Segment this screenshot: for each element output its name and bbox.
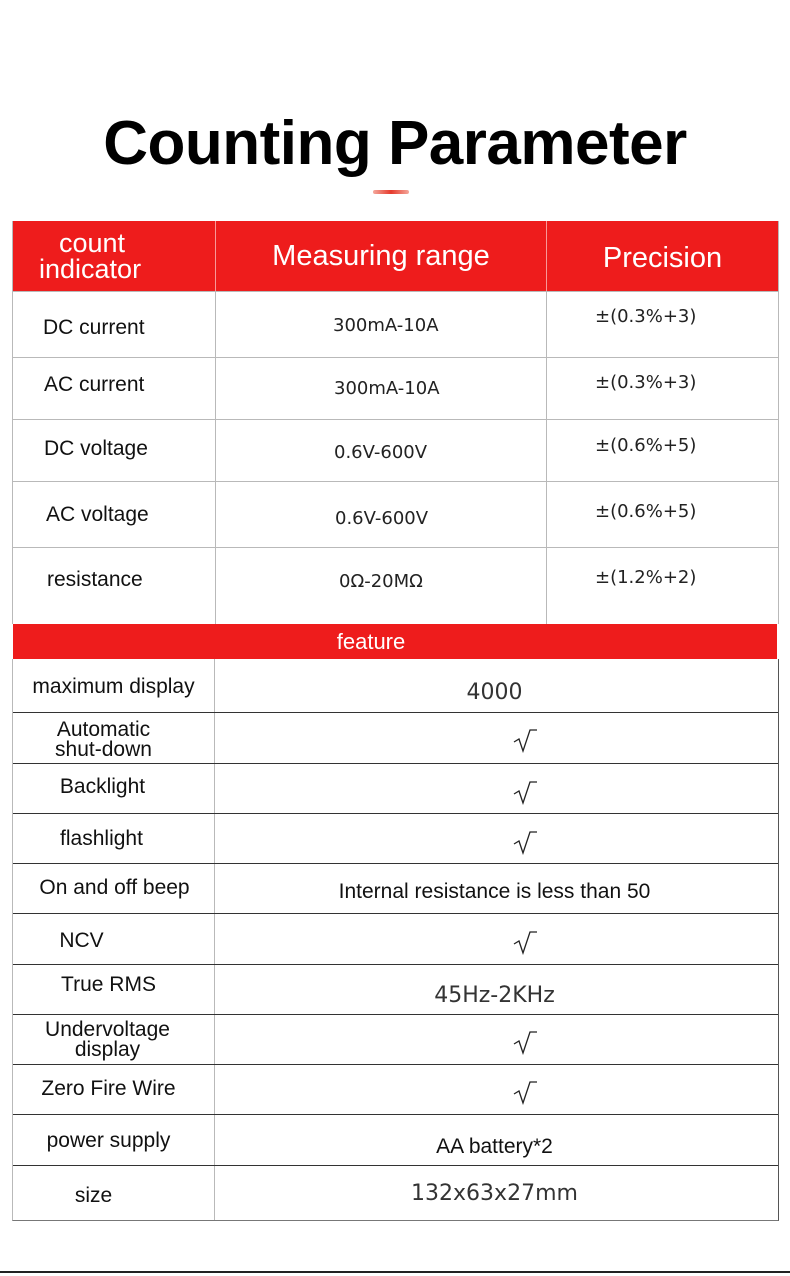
table-row <box>13 357 778 420</box>
feature-name-line1: Automatic <box>56 718 151 741</box>
feature-name: Zero Fire Wire <box>41 1077 176 1100</box>
feature-name: True RMS <box>61 973 156 996</box>
feature-name <box>7 1020 208 1060</box>
checkmark-icon <box>512 779 538 805</box>
feature-value <box>243 727 790 759</box>
row-name: DC current <box>43 316 145 339</box>
row-divider <box>13 1014 778 1015</box>
checkmark-icon <box>512 727 538 753</box>
table-row <box>13 547 778 625</box>
feature-value <box>243 829 790 861</box>
row-range: 0.6V-600V <box>334 442 428 463</box>
feature-name: flashlight <box>60 827 143 850</box>
row-name: AC current <box>44 373 145 396</box>
feature-table <box>12 659 779 1221</box>
row-divider <box>13 712 778 713</box>
row-name: DC voltage <box>44 437 148 460</box>
feature-name-line2: display <box>74 1038 141 1061</box>
row-range: 300mA-10A <box>333 315 439 336</box>
row-precision: ±(0.6%+5) <box>595 435 697 456</box>
row-precision: ±(0.6%+5) <box>595 501 697 522</box>
feature-name: On and off beep <box>39 876 190 899</box>
row-name: AC voltage <box>46 503 149 526</box>
row-range: 0Ω-20MΩ <box>339 571 423 592</box>
feature-value: AA battery*2 <box>436 1135 553 1158</box>
header-count-line2: indicator <box>39 254 142 284</box>
checkmark-icon <box>512 929 538 955</box>
row-divider <box>13 813 778 814</box>
row-precision: ±(0.3%+3) <box>595 306 697 327</box>
row-divider <box>13 1165 778 1166</box>
table-row <box>13 291 778 358</box>
row-precision: ±(1.2%+2) <box>595 567 697 588</box>
feature-name: Backlight <box>59 775 146 798</box>
feature-value <box>243 779 790 811</box>
checkmark-icon <box>512 829 538 855</box>
row-divider <box>13 913 778 914</box>
row-precision: ±(0.3%+3) <box>595 372 697 393</box>
table-row <box>13 481 778 548</box>
checkmark-icon <box>512 1029 538 1055</box>
row-divider <box>13 1114 778 1115</box>
feature-value <box>243 929 790 961</box>
measurement-table <box>12 221 779 624</box>
feature-value: 132x63x27mm <box>411 1181 578 1206</box>
feature-value <box>243 1029 790 1061</box>
feature-name: NCV <box>59 929 104 952</box>
page-title: Counting Parameter <box>103 109 687 178</box>
row-range: 300mA-10A <box>334 378 440 399</box>
feature-header-label: feature <box>336 628 406 654</box>
header-precision: Precision <box>602 241 723 274</box>
feature-name: maximum display <box>32 675 195 698</box>
bottom-rule-divider <box>0 1271 790 1273</box>
row-range: 0.6V-600V <box>335 508 429 529</box>
row-divider <box>13 763 778 764</box>
feature-name-line2: shut-down <box>55 738 152 761</box>
feature-name: size <box>74 1184 113 1207</box>
feature-name: power supply <box>46 1129 171 1152</box>
column-divider <box>546 547 547 624</box>
feature-value <box>243 1079 790 1111</box>
title-underline-divider <box>373 190 409 194</box>
row-name: resistance <box>47 568 143 591</box>
feature-value: Internal resistance is less than 50 <box>338 880 651 903</box>
row-divider <box>13 1064 778 1065</box>
measurement-table-header <box>13 221 778 291</box>
feature-value: 45Hz-2KHz <box>434 983 555 1008</box>
table-row <box>13 419 778 482</box>
feature-name <box>3 720 204 760</box>
header-count-line1: count <box>59 228 126 258</box>
checkmark-icon <box>512 1079 538 1105</box>
feature-value: 4000 <box>466 680 523 705</box>
feature-name-line1: Undervoltage <box>45 1018 170 1041</box>
row-divider <box>13 863 778 864</box>
header-measuring-range: Measuring range <box>272 239 490 272</box>
feature-header-bar <box>13 624 777 659</box>
row-divider <box>13 964 778 965</box>
header-count-indicator <box>13 221 215 291</box>
